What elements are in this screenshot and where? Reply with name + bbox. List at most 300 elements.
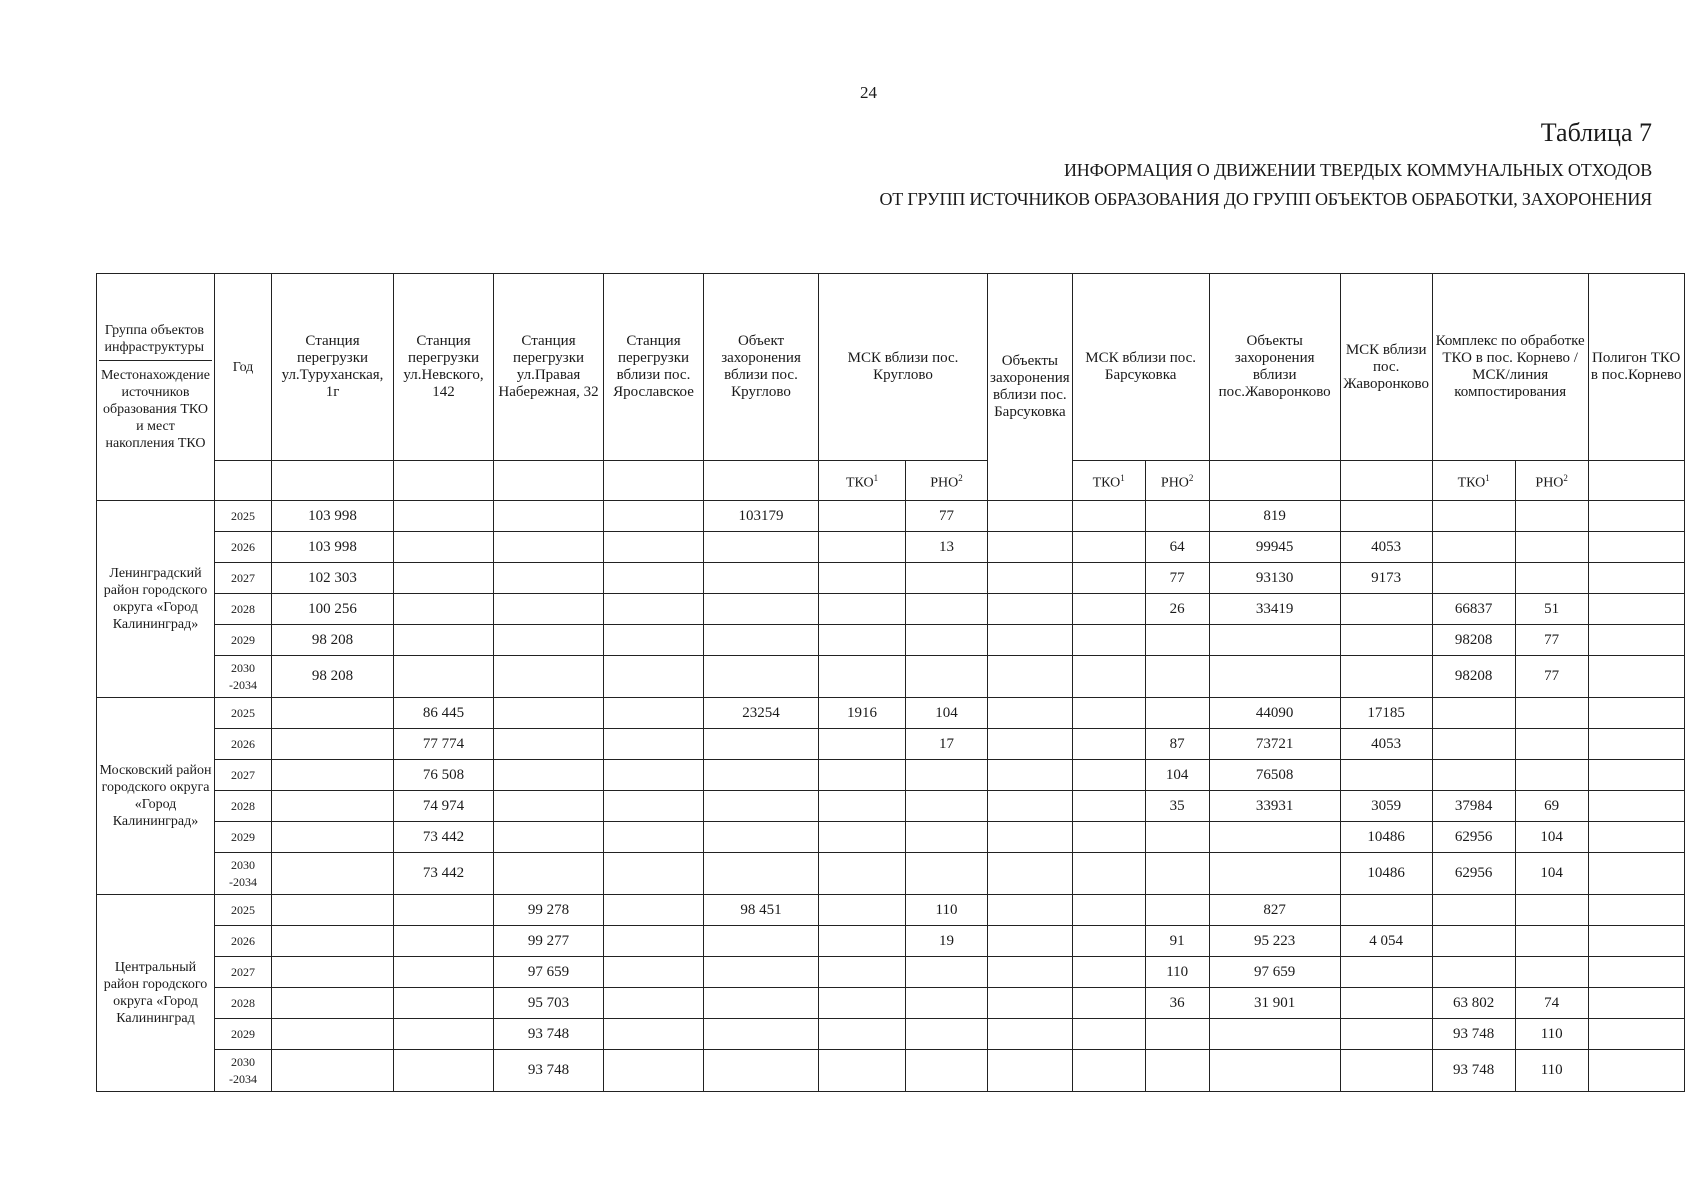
value-cell — [1588, 926, 1684, 957]
subheader-rno: РНО$^2$ — [1515, 461, 1588, 501]
value-cell: 62956 — [1432, 853, 1515, 895]
value-cell: 104 — [1145, 760, 1209, 791]
value-cell — [819, 1050, 906, 1092]
value-cell — [906, 853, 988, 895]
value-cell — [1515, 729, 1588, 760]
value-cell — [604, 926, 704, 957]
value-cell — [1588, 594, 1684, 625]
value-cell: 110 — [1515, 1050, 1588, 1092]
year-cell: 2027 — [215, 760, 272, 791]
value-cell: 93 748 — [1432, 1019, 1515, 1050]
district-cell: Ленинградский район городского округа «Город Калининград» — [97, 501, 215, 698]
value-cell — [819, 791, 906, 822]
value-cell — [604, 594, 704, 625]
table-row — [97, 853, 1685, 895]
value-cell — [1588, 822, 1684, 853]
value-cell: 95 703 — [494, 988, 604, 1019]
value-cell — [1340, 895, 1432, 926]
value-cell — [1515, 698, 1588, 729]
corner-header-cell — [97, 274, 215, 501]
value-cell — [1072, 698, 1145, 729]
value-cell — [1432, 698, 1515, 729]
value-cell — [604, 563, 704, 594]
title-line-1: ИНФОРМАЦИЯ О ДВИЖЕНИИ ТВЕРДЫХ КОММУНАЛЬНЫХ ОТХОДОВ — [1064, 160, 1652, 180]
value-cell: 103179 — [704, 501, 819, 532]
value-cell — [906, 594, 988, 625]
value-cell: 37984 — [1432, 791, 1515, 822]
value-cell — [906, 563, 988, 594]
value-cell: 9173 — [1340, 563, 1432, 594]
value-cell — [494, 532, 604, 563]
value-cell: 77 — [1515, 656, 1588, 698]
value-cell: 3059 — [1340, 791, 1432, 822]
value-cell — [819, 822, 906, 853]
value-cell — [988, 926, 1073, 957]
header-col-11: Комплекс по обработке ТКО в пос. Корнево /МСК/линия компостирования — [1432, 274, 1588, 461]
value-cell: 4053 — [1340, 729, 1432, 760]
value-cell — [1145, 822, 1209, 853]
year-cell: 2025 — [215, 501, 272, 532]
value-cell — [988, 853, 1073, 895]
value-cell — [604, 729, 704, 760]
value-cell — [394, 957, 494, 988]
value-cell — [1515, 895, 1588, 926]
table-row — [97, 895, 1685, 926]
table-row — [97, 729, 1685, 760]
value-cell: 44090 — [1209, 698, 1340, 729]
value-cell — [819, 926, 906, 957]
value-cell: 100 256 — [272, 594, 394, 625]
value-cell — [1432, 895, 1515, 926]
value-cell — [1072, 563, 1145, 594]
value-cell: 77 — [1515, 625, 1588, 656]
value-cell: 103 998 — [272, 501, 394, 532]
value-cell — [704, 594, 819, 625]
table-row — [97, 926, 1685, 957]
table-label: Таблица 7 — [1540, 118, 1652, 147]
value-cell — [1588, 656, 1684, 698]
year-cell: 2028 — [215, 988, 272, 1019]
year-cell: 2027 — [215, 563, 272, 594]
value-cell — [1588, 1019, 1684, 1050]
value-cell — [988, 895, 1073, 926]
value-cell — [494, 625, 604, 656]
value-cell: 102 303 — [272, 563, 394, 594]
value-cell — [394, 532, 494, 563]
subheader-rno: РНО$^2$ — [1145, 461, 1209, 501]
value-cell — [1588, 853, 1684, 895]
year-cell: 2027 — [215, 957, 272, 988]
value-cell — [272, 1050, 394, 1092]
value-cell — [394, 895, 494, 926]
value-cell: 62956 — [1432, 822, 1515, 853]
value-cell — [1145, 625, 1209, 656]
value-cell — [1340, 594, 1432, 625]
value-cell — [494, 501, 604, 532]
value-cell: 77 — [1145, 563, 1209, 594]
value-cell — [704, 957, 819, 988]
value-cell — [1072, 594, 1145, 625]
value-cell: 76508 — [1209, 760, 1340, 791]
value-cell — [1515, 563, 1588, 594]
header-col-12: Полигон ТКО в пос.Корнево — [1588, 274, 1684, 461]
value-cell: 10486 — [1340, 822, 1432, 853]
value-cell — [988, 625, 1073, 656]
value-cell — [1072, 957, 1145, 988]
value-cell — [604, 698, 704, 729]
value-cell — [1588, 895, 1684, 926]
value-cell — [1340, 957, 1432, 988]
value-cell: 64 — [1145, 532, 1209, 563]
value-cell — [394, 926, 494, 957]
table-row — [97, 532, 1685, 563]
value-cell — [1145, 698, 1209, 729]
value-cell — [494, 563, 604, 594]
value-cell — [704, 822, 819, 853]
value-cell — [704, 791, 819, 822]
value-cell: 93 748 — [494, 1019, 604, 1050]
value-cell — [604, 1019, 704, 1050]
value-cell — [604, 957, 704, 988]
header-col-9: Объекты захоронения вблизи пос.Жаворонково — [1209, 274, 1340, 461]
value-cell — [272, 957, 394, 988]
value-cell — [704, 532, 819, 563]
year-cell: 2029 — [215, 822, 272, 853]
value-cell — [604, 656, 704, 698]
value-cell — [819, 760, 906, 791]
value-cell — [494, 760, 604, 791]
value-cell — [604, 625, 704, 656]
value-cell: 86 445 — [394, 698, 494, 729]
value-cell — [1072, 625, 1145, 656]
value-cell: 73 442 — [394, 822, 494, 853]
value-cell: 110 — [1515, 1019, 1588, 1050]
value-cell — [704, 656, 819, 698]
table-row — [97, 563, 1685, 594]
year-cell: 2025 — [215, 895, 272, 926]
value-cell — [604, 895, 704, 926]
value-cell: 98 208 — [272, 625, 394, 656]
value-cell — [272, 729, 394, 760]
value-cell — [394, 988, 494, 1019]
value-cell: 77 774 — [394, 729, 494, 760]
value-cell — [394, 625, 494, 656]
value-cell: 74 — [1515, 988, 1588, 1019]
value-cell — [1072, 729, 1145, 760]
value-cell: 103 998 — [272, 532, 394, 563]
value-cell — [1072, 791, 1145, 822]
value-cell — [1209, 853, 1340, 895]
value-cell: 110 — [1145, 957, 1209, 988]
value-cell: 10486 — [1340, 853, 1432, 895]
value-cell — [272, 760, 394, 791]
value-cell — [1340, 501, 1432, 532]
header-col-3: Станция перегрузки ул.Правая Набережная, 32 — [494, 274, 604, 461]
value-cell: 35 — [1145, 791, 1209, 822]
value-cell: 17 — [906, 729, 988, 760]
value-cell — [1432, 563, 1515, 594]
value-cell — [394, 656, 494, 698]
value-cell: 36 — [1145, 988, 1209, 1019]
value-cell — [1588, 988, 1684, 1019]
table-row — [97, 760, 1685, 791]
value-cell: 93130 — [1209, 563, 1340, 594]
value-cell — [1515, 532, 1588, 563]
value-cell: 26 — [1145, 594, 1209, 625]
value-cell — [819, 501, 906, 532]
value-cell — [819, 895, 906, 926]
value-cell — [272, 895, 394, 926]
subheader-tko: ТКО$^1$ — [1072, 461, 1145, 501]
value-cell: 93 748 — [1432, 1050, 1515, 1092]
value-cell — [988, 594, 1073, 625]
value-cell: 4053 — [1340, 532, 1432, 563]
value-cell: 99945 — [1209, 532, 1340, 563]
value-cell: 33931 — [1209, 791, 1340, 822]
value-cell — [1072, 760, 1145, 791]
value-cell — [272, 853, 394, 895]
value-cell — [819, 532, 906, 563]
value-cell — [272, 926, 394, 957]
value-cell — [819, 988, 906, 1019]
value-cell — [604, 532, 704, 563]
value-cell — [906, 1019, 988, 1050]
table-row — [97, 625, 1685, 656]
value-cell — [1072, 853, 1145, 895]
value-cell — [1340, 988, 1432, 1019]
value-cell — [819, 729, 906, 760]
table-row — [97, 594, 1685, 625]
value-cell: 74 974 — [394, 791, 494, 822]
value-cell — [988, 501, 1073, 532]
value-cell — [272, 791, 394, 822]
value-cell — [494, 729, 604, 760]
value-cell: 77 — [906, 501, 988, 532]
value-cell: 819 — [1209, 501, 1340, 532]
value-cell — [1145, 501, 1209, 532]
value-cell — [1588, 760, 1684, 791]
value-cell — [272, 698, 394, 729]
value-cell: 104 — [1515, 822, 1588, 853]
value-cell — [272, 822, 394, 853]
value-cell — [988, 729, 1073, 760]
value-cell — [819, 563, 906, 594]
header-col-10: МСК вблизи пос. Жаворонково — [1340, 274, 1432, 461]
value-cell: 87 — [1145, 729, 1209, 760]
value-cell — [704, 729, 819, 760]
value-cell: 98 208 — [272, 656, 394, 698]
value-cell — [1145, 853, 1209, 895]
waste-flow-table — [96, 273, 1685, 1092]
value-cell — [1515, 501, 1588, 532]
value-cell — [1072, 656, 1145, 698]
value-cell — [1145, 1019, 1209, 1050]
value-cell: 91 — [1145, 926, 1209, 957]
value-cell — [819, 625, 906, 656]
value-cell — [1588, 625, 1684, 656]
value-cell — [1515, 926, 1588, 957]
value-cell — [494, 656, 604, 698]
value-cell — [1432, 501, 1515, 532]
value-cell: 97 659 — [1209, 957, 1340, 988]
value-cell: 95 223 — [1209, 926, 1340, 957]
value-cell — [604, 822, 704, 853]
value-cell — [704, 926, 819, 957]
value-cell — [704, 1019, 819, 1050]
value-cell — [1515, 957, 1588, 988]
value-cell — [1072, 895, 1145, 926]
header-col-4: Станция перегрузки вблизи пос. Ярославское — [604, 274, 704, 461]
value-cell: 66837 — [1432, 594, 1515, 625]
value-cell — [272, 988, 394, 1019]
header-row — [97, 274, 1685, 461]
header-year: Год — [215, 274, 272, 461]
value-cell — [1340, 656, 1432, 698]
value-cell — [1145, 895, 1209, 926]
value-cell — [906, 656, 988, 698]
value-cell — [1432, 926, 1515, 957]
value-cell — [819, 1019, 906, 1050]
value-cell — [704, 1050, 819, 1092]
value-cell — [394, 1019, 494, 1050]
header-col-1: Станция перегрузки ул.Туруханская, 1г — [272, 274, 394, 461]
value-cell — [1209, 625, 1340, 656]
year-cell: 2026 — [215, 729, 272, 760]
value-cell — [1588, 698, 1684, 729]
year-cell: 2030 -2034 — [215, 656, 272, 698]
value-cell — [704, 853, 819, 895]
value-cell — [988, 791, 1073, 822]
value-cell — [704, 625, 819, 656]
value-cell — [1209, 1019, 1340, 1050]
value-cell — [604, 791, 704, 822]
value-cell — [1072, 822, 1145, 853]
corner-bottom-label: Местонахождение источников образования ТКО и мест накопления ТКО — [101, 368, 211, 451]
table-row — [97, 988, 1685, 1019]
value-cell: 69 — [1515, 791, 1588, 822]
value-cell: 31 901 — [1209, 988, 1340, 1019]
value-cell — [394, 563, 494, 594]
value-cell — [394, 594, 494, 625]
year-cell: 2028 — [215, 594, 272, 625]
district-cell: Московский район городского округа «Город Калининград» — [97, 698, 215, 895]
value-cell — [494, 791, 604, 822]
year-cell: 2026 — [215, 926, 272, 957]
value-cell — [906, 1050, 988, 1092]
subheader-tko: ТКО$^1$ — [1432, 461, 1515, 501]
year-cell: 2025 — [215, 698, 272, 729]
value-cell — [1072, 1019, 1145, 1050]
value-cell: 4 054 — [1340, 926, 1432, 957]
value-cell: 63 802 — [1432, 988, 1515, 1019]
value-cell — [604, 988, 704, 1019]
header-col-8: МСК вблизи пос. Барсуковка — [1072, 274, 1209, 461]
value-cell: 98208 — [1432, 625, 1515, 656]
value-cell — [604, 853, 704, 895]
value-cell — [704, 988, 819, 1019]
value-cell — [906, 791, 988, 822]
value-cell — [1072, 988, 1145, 1019]
value-cell — [1209, 822, 1340, 853]
value-cell — [906, 957, 988, 988]
value-cell: 99 277 — [494, 926, 604, 957]
title-line-2: ОТ ГРУПП ИСТОЧНИКОВ ОБРАЗОВАНИЯ ДО ГРУПП ОБЪЕКТОВ ОБРАБОТКИ, ЗАХОРОНЕНИЯ — [879, 189, 1652, 209]
page-number: 24 — [860, 83, 877, 102]
table-row — [97, 822, 1685, 853]
value-cell: 98208 — [1432, 656, 1515, 698]
header-col-5: Объект захоронения вблизи пос. Круглово — [704, 274, 819, 461]
value-cell — [1588, 957, 1684, 988]
table-row — [97, 656, 1685, 698]
value-cell: 99 278 — [494, 895, 604, 926]
value-cell — [988, 532, 1073, 563]
subheader-rno: РНО$^2$ — [906, 461, 988, 501]
table-row — [97, 1019, 1685, 1050]
value-cell: 73 442 — [394, 853, 494, 895]
value-cell — [988, 760, 1073, 791]
value-cell: 51 — [1515, 594, 1588, 625]
value-cell — [1515, 760, 1588, 791]
value-cell — [1340, 1019, 1432, 1050]
value-cell — [988, 656, 1073, 698]
year-cell: 2029 — [215, 625, 272, 656]
value-cell: 1916 — [819, 698, 906, 729]
value-cell: 33419 — [1209, 594, 1340, 625]
header-col-2: Станция перегрузки ул.Невского, 142 — [394, 274, 494, 461]
value-cell — [1072, 926, 1145, 957]
subheader-row — [97, 461, 1685, 501]
header-col-6: МСК вблизи пос. Круглово — [819, 274, 988, 461]
value-cell — [704, 760, 819, 791]
table-row — [97, 698, 1685, 729]
year-cell: 2030 -2034 — [215, 1050, 272, 1092]
year-cell: 2026 — [215, 532, 272, 563]
value-cell — [1209, 656, 1340, 698]
value-cell: 76 508 — [394, 760, 494, 791]
table-row — [97, 957, 1685, 988]
table-row — [97, 1050, 1685, 1092]
value-cell — [494, 698, 604, 729]
value-cell — [1340, 760, 1432, 791]
year-cell: 2028 — [215, 791, 272, 822]
value-cell — [819, 957, 906, 988]
value-cell — [906, 625, 988, 656]
value-cell — [1432, 760, 1515, 791]
value-cell — [819, 853, 906, 895]
value-cell — [272, 1019, 394, 1050]
year-cell: 2029 — [215, 1019, 272, 1050]
value-cell — [1072, 501, 1145, 532]
table-row — [97, 791, 1685, 822]
value-cell — [1340, 1050, 1432, 1092]
value-cell — [1209, 1050, 1340, 1092]
corner-top-label: Группа объектов инфраструктуры — [99, 320, 212, 361]
district-cell: Центральный район городского округа «Город Калининград — [97, 895, 215, 1092]
value-cell — [988, 957, 1073, 988]
table-title — [552, 156, 1652, 214]
value-cell — [906, 760, 988, 791]
value-cell: 23254 — [704, 698, 819, 729]
value-cell — [988, 698, 1073, 729]
value-cell — [494, 594, 604, 625]
value-cell: 17185 — [1340, 698, 1432, 729]
value-cell — [604, 1050, 704, 1092]
value-cell — [1588, 501, 1684, 532]
value-cell — [494, 853, 604, 895]
subheader-tko: ТКО$^1$ — [819, 461, 906, 501]
value-cell — [1432, 729, 1515, 760]
value-cell — [1588, 791, 1684, 822]
